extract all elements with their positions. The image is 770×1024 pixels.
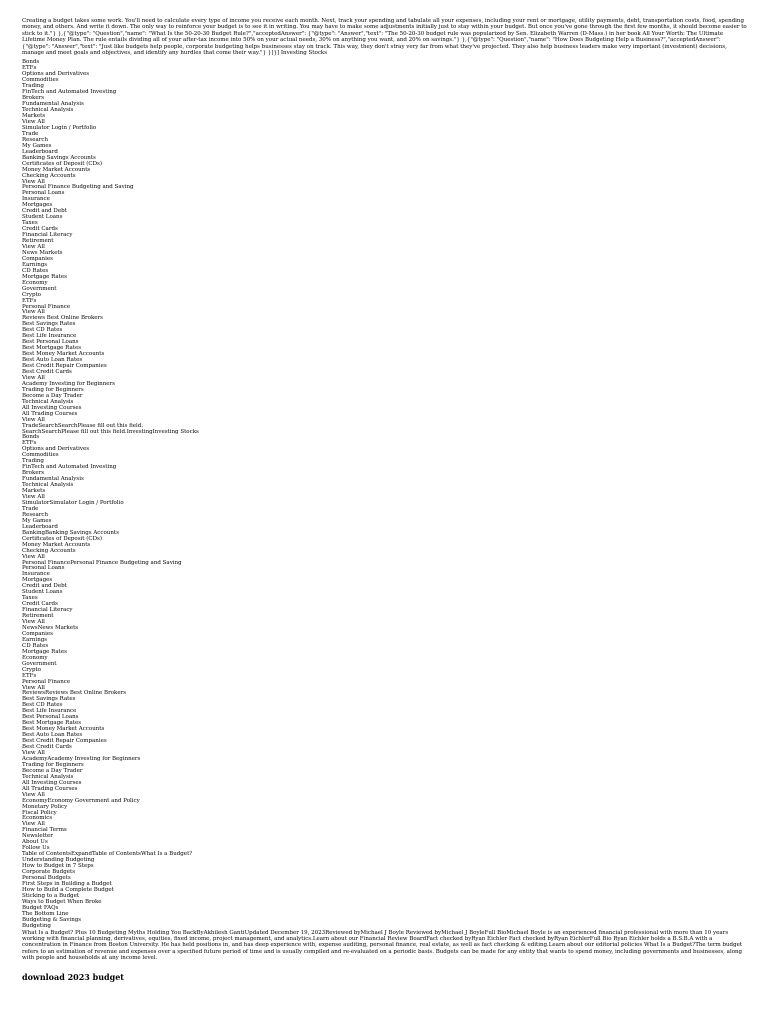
- nav-link[interactable]: TradeSearchSearchPlease fill out this field.: [22, 422, 144, 429]
- nav-link[interactable]: Best Life Insurance: [22, 708, 77, 715]
- nav-link[interactable]: Monetary Policy: [22, 803, 68, 810]
- nav-link[interactable]: About Us: [22, 839, 48, 846]
- article-header-paragraph: What Is a Budget? Plus 10 Budgeting Myths Holding You BackByAkhilesh GantiUpdated December 19, 2023Reviewed byMichael J Boyle Reviewed byMichael J BoyleFull BioMichael Boyle is an experienced financial professional with more than 10 years working with financial planning, derivatives, equities, fixed income, project management, and analytics.Learn about our Financial Review BoardFact checked byRyan Eichler Fact checked byRyan EichlerFull Bio Ryan Eichler holds a B.S.B.A with a concentration in Finance from Boston University. He has held positions in, and has deep experience with, expense auditing, personal finance, real estate, as well as fact checking & editing.Learn about our editorial policies What Is a Budget?The term budget refers to an estimation of revenue and expenses over a specified future period of time and is usually compiled and re-evaluated on a periodic basis. Budgets can be made for any entity that wants to spend money, including governments and businesses, along with people and households at any income level.: [22, 929, 743, 962]
- nav-link[interactable]: Commodities: [22, 452, 59, 459]
- nav-link[interactable]: Banking Savings Accounts: [22, 154, 96, 161]
- nav-link[interactable]: CD Rates: [22, 267, 49, 274]
- nav-link[interactable]: Research: [22, 136, 49, 143]
- nav-link[interactable]: Earnings: [22, 636, 48, 643]
- nav-link[interactable]: Trading: [22, 83, 44, 90]
- nav-link[interactable]: Reviews Best Online Brokers: [22, 315, 104, 322]
- nav-link[interactable]: Ways to Budget When Broke: [22, 898, 102, 905]
- nav-link[interactable]: ETFs: [22, 672, 37, 679]
- nav-link[interactable]: How to Build a Complete Budget: [22, 886, 114, 893]
- nav-link[interactable]: Best Personal Loans: [22, 339, 79, 346]
- nav-link[interactable]: Corporate Budgets: [22, 869, 76, 876]
- nav-link[interactable]: Credit Cards: [22, 226, 58, 233]
- nav-link[interactable]: Credit Cards: [22, 601, 58, 608]
- nav-link[interactable]: EconomyEconomy Government and Policy: [22, 797, 140, 804]
- nav-link[interactable]: Brokers: [22, 470, 45, 477]
- nav-link[interactable]: CD Rates: [22, 642, 49, 649]
- nav-link[interactable]: View All: [22, 553, 45, 560]
- nav-link[interactable]: Best Credit Cards: [22, 369, 72, 375]
- nav-link[interactable]: Insurance: [22, 571, 50, 578]
- nav-link[interactable]: Markets: [22, 488, 46, 495]
- nav-link[interactable]: Crypto: [22, 291, 41, 298]
- nav-link[interactable]: Financial Literacy: [22, 232, 73, 239]
- nav-link[interactable]: FinTech and Automated Investing: [22, 464, 117, 471]
- nav-link[interactable]: Taxes: [22, 595, 38, 602]
- nav-link[interactable]: Mortgage Rates: [22, 648, 67, 655]
- download-title: download 2023 budget: [22, 971, 125, 982]
- nav-link[interactable]: Personal Finance: [22, 303, 71, 310]
- nav-link[interactable]: Best Money Market Accounts: [22, 351, 105, 358]
- nav-link[interactable]: Table of ContentsExpandTable of ContentsWhat Is a Budget?: [22, 851, 193, 858]
- nav-link[interactable]: ETFs: [22, 65, 37, 72]
- nav-link[interactable]: Options and Derivatives: [22, 446, 90, 453]
- nav-link[interactable]: The Bottom Line: [22, 910, 69, 917]
- nav-link[interactable]: Fiscal Policy: [22, 809, 57, 816]
- nav-link[interactable]: Budget FAQs: [22, 904, 59, 911]
- nav-link[interactable]: Newsletter: [22, 833, 53, 840]
- nav-link[interactable]: View All: [22, 791, 45, 798]
- nav-list: [22, 60, 748, 929]
- nav-link[interactable]: All Investing Courses: [22, 404, 82, 411]
- nav-link[interactable]: BankingBanking Savings Accounts: [22, 529, 119, 536]
- nav-link[interactable]: View All: [22, 118, 45, 125]
- nav-link[interactable]: Best Credit Repair Companies: [22, 738, 107, 745]
- nav-link[interactable]: Credit and Debt: [22, 583, 67, 590]
- nav-link[interactable]: Trading for Beginners: [22, 386, 84, 393]
- nav-link[interactable]: Personal Finance: [22, 678, 71, 685]
- nav-link[interactable]: Leaderboard: [22, 148, 58, 155]
- nav-link[interactable]: View All: [22, 374, 45, 381]
- nav-link[interactable]: Financial Terms: [22, 827, 67, 834]
- nav-link[interactable]: Personal FinancePersonal Finance Budgeting and Saving: [22, 559, 182, 566]
- nav-link[interactable]: Academy Investing for Beginners: [22, 380, 115, 387]
- nav-link[interactable]: ETFs: [22, 440, 37, 447]
- nav-link[interactable]: Markets: [22, 113, 46, 120]
- nav-link[interactable]: SimulatorSimulator Login / Portfolio: [22, 499, 124, 506]
- nav-link[interactable]: Companies: [22, 630, 53, 637]
- nav-link[interactable]: Best CD Rates: [22, 327, 63, 334]
- nav-link[interactable]: Student Loans: [22, 589, 63, 596]
- nav-link[interactable]: Personal Loans: [22, 190, 65, 197]
- nav-link[interactable]: Become a Day Trader: [22, 392, 83, 399]
- intro-paragraph: Creating a budget takes some work. You'll need to calculate every type of income you receive each month. Next, track your spending and tabulate all your expenses, including your rent or mortgage, utility payments, debt, transportation costs, food, spending money, and others. And write it down. The only way to reinforce your budget is to see it in writing. You may have to make some adjustments initially just to stay within your budget. But once you've gone through the first few months, it should become easier to stick to it."} },{"@type": "Question","name": "What Is the 50-20-30 Budget Rule?","acceptedAnswer": {"@type": "Answer","text": "The 50-20-30 budget rule was popularized by Sen. Elizabeth Warren (D-Mass.) in her book All Your Worth: The Ultimate Lifetime Money Plan. The rule entails dividing all of your after-tax income into 50% on your actual needs, 30% on anything you want, and 20% on savings."} },{"@type": "Question","name": "How Does Budgeting Help a Business?","acceptedAnswer": {"@type": "Answer","text": "Just like budgets help people, corporate budgeting helps businesses stay on track. This way, they don't stray very far from what they've projected. They also help business leaders make very important (investment) decisions, manage and meet goals and objectives, and identify any hurdles that come their way."} }]}] Investing Stocks: [22, 18, 747, 57]
- nav-link[interactable]: View All: [22, 178, 45, 185]
- nav-link[interactable]: Money Market Accounts: [22, 166, 91, 173]
- nav-link[interactable]: Technical Analysis: [22, 773, 74, 780]
- nav-link[interactable]: My Games: [22, 142, 52, 149]
- nav-link[interactable]: Money Market Accounts: [22, 541, 91, 548]
- nav-link[interactable]: Best Personal Loans: [22, 714, 79, 721]
- nav-link[interactable]: Best Mortgage Rates: [22, 720, 82, 727]
- nav-link[interactable]: View All: [22, 243, 45, 250]
- nav-link[interactable]: All Investing Courses: [22, 779, 82, 786]
- nav-link[interactable]: Trading for Beginners: [22, 761, 84, 768]
- nav-link[interactable]: Best Savings Rates: [22, 696, 76, 703]
- nav-link[interactable]: Leaderboard: [22, 523, 58, 530]
- nav-link[interactable]: Checking Accounts: [22, 172, 76, 179]
- nav-link[interactable]: View All: [22, 309, 45, 316]
- nav-link[interactable]: Fundamental Analysis: [22, 101, 84, 108]
- nav-link[interactable]: Insurance: [22, 196, 50, 203]
- nav-link[interactable]: Trading: [22, 458, 44, 465]
- nav-link[interactable]: Financial Literacy: [22, 607, 73, 614]
- nav-link[interactable]: Mortgage Rates: [22, 273, 67, 280]
- nav-link[interactable]: Student Loans: [22, 214, 63, 221]
- nav-link[interactable]: Best Money Market Accounts: [22, 726, 105, 733]
- nav-link[interactable]: Commodities: [22, 77, 59, 84]
- nav-link[interactable]: Best Auto Loan Rates: [22, 732, 83, 739]
- nav-link[interactable]: Simulator Login / Portfolio: [22, 124, 97, 131]
- nav-link[interactable]: Budgeting & Savings: [22, 916, 82, 923]
- nav-link[interactable]: Personal Loans: [22, 565, 65, 572]
- nav-link[interactable]: Best Auto Loan Rates: [22, 357, 83, 364]
- nav-link[interactable]: Options and Derivatives: [22, 71, 90, 78]
- nav-link[interactable]: View All: [22, 494, 45, 501]
- nav-link[interactable]: Follow Us: [22, 845, 50, 852]
- nav-link[interactable]: Retirement: [22, 238, 54, 245]
- nav-link[interactable]: First Steps in Building a Budget: [22, 880, 112, 887]
- nav-link[interactable]: Retirement: [22, 613, 54, 620]
- nav-link[interactable]: News Markets: [22, 249, 63, 256]
- nav-link[interactable]: Personal Finance Budgeting and Saving: [22, 184, 134, 191]
- nav-link[interactable]: FinTech and Automated Investing: [22, 89, 117, 96]
- nav-link[interactable]: Government: [22, 285, 57, 292]
- nav-link[interactable]: Bonds: [22, 59, 40, 66]
- nav-link[interactable]: Personal Budgets: [22, 875, 71, 882]
- nav-link[interactable]: Checking Accounts: [22, 547, 76, 554]
- nav-link[interactable]: Mortgages: [22, 202, 53, 209]
- nav-link[interactable]: Technical Analysis: [22, 482, 74, 489]
- nav-link[interactable]: Economics: [22, 815, 53, 822]
- nav-link[interactable]: Companies: [22, 255, 53, 262]
- nav-link[interactable]: Best CD Rates: [22, 702, 63, 709]
- nav-link[interactable]: Best Credit Repair Companies: [22, 363, 107, 370]
- nav-link[interactable]: SearchSearchPlease fill out this field.InvestingInvesting Stocks: [22, 428, 199, 435]
- nav-link[interactable]: ReviewsReviews Best Online Brokers: [22, 690, 127, 697]
- nav-link[interactable]: Technical Analysis: [22, 107, 74, 114]
- nav-link[interactable]: Economy: [22, 654, 48, 661]
- nav-link[interactable]: View All: [22, 619, 45, 626]
- nav-link[interactable]: Trade: [22, 505, 39, 512]
- nav-link[interactable]: All Trading Courses: [22, 410, 78, 417]
- nav-link[interactable]: Brokers: [22, 95, 45, 102]
- nav-link[interactable]: View All: [22, 750, 45, 756]
- nav-link[interactable]: Economy: [22, 279, 48, 286]
- nav-link[interactable]: Trade: [22, 130, 39, 137]
- nav-link[interactable]: View All: [22, 684, 45, 691]
- nav-link[interactable]: Research: [22, 511, 49, 518]
- nav-link[interactable]: Certificates of Deposit (CDs): [22, 160, 102, 167]
- nav-link[interactable]: All Trading Courses: [22, 785, 78, 792]
- nav-link[interactable]: My Games: [22, 517, 52, 524]
- nav-link[interactable]: ETFs: [22, 297, 37, 304]
- nav-link[interactable]: Crypto: [22, 666, 41, 673]
- nav-link[interactable]: Certificates of Deposit (CDs): [22, 535, 102, 542]
- nav-link[interactable]: Become a Day Trader: [22, 767, 83, 774]
- nav-link[interactable]: View All: [22, 821, 45, 828]
- nav-link[interactable]: Earnings: [22, 261, 48, 268]
- nav-link[interactable]: How to Budget in 7 Steps: [22, 863, 94, 870]
- nav-link[interactable]: Mortgages: [22, 577, 53, 584]
- nav-link[interactable]: Technical Analysis: [22, 398, 74, 405]
- nav-link[interactable]: Best Mortgage Rates: [22, 345, 82, 352]
- nav-link[interactable]: Best Life Insurance: [22, 333, 77, 340]
- nav-link[interactable]: Best Credit Cards: [22, 744, 72, 751]
- nav-link[interactable]: Sticking to a Budget: [22, 892, 80, 899]
- nav-link[interactable]: Taxes: [22, 220, 38, 227]
- nav-link[interactable]: Government: [22, 660, 57, 667]
- nav-link[interactable]: Fundamental Analysis: [22, 476, 84, 483]
- nav-link[interactable]: View All: [22, 416, 45, 423]
- nav-link[interactable]: Best Savings Rates: [22, 321, 76, 328]
- nav-link[interactable]: Bonds: [22, 434, 40, 441]
- nav-link[interactable]: Understanding Budgeting: [22, 857, 95, 864]
- nav-link[interactable]: AcademyAcademy Investing for Beginners: [22, 755, 141, 762]
- nav-link[interactable]: Credit and Debt: [22, 208, 67, 215]
- nav-link[interactable]: Budgeting: [22, 922, 51, 929]
- nav-link[interactable]: NewsNews Markets: [22, 624, 79, 631]
